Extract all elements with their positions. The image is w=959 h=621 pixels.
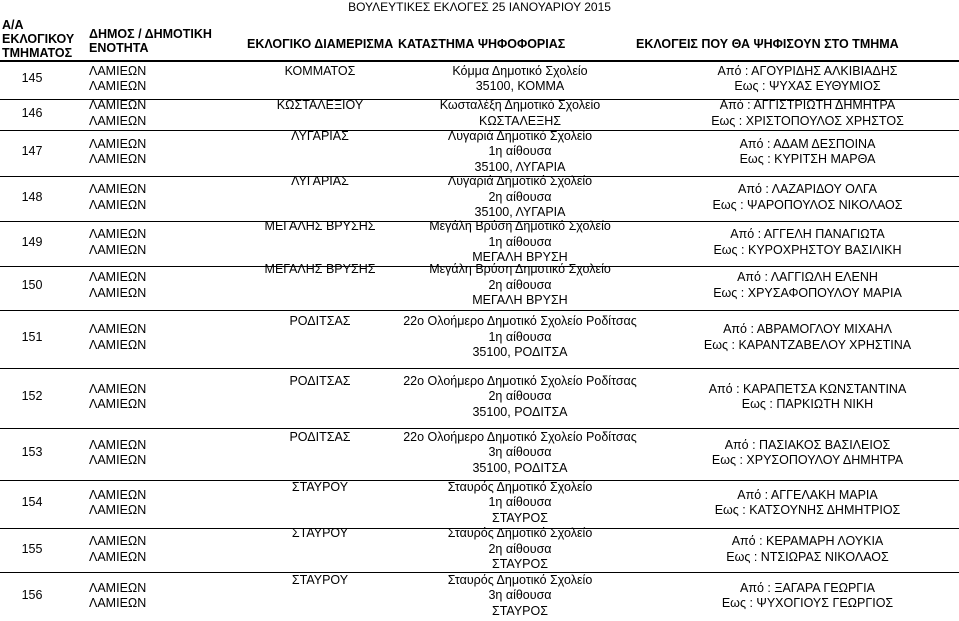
station-cell: Κόμμα Δημοτικό Σχολείο [452, 63, 588, 78]
row-divider [0, 368, 959, 369]
header-number [2, 18, 74, 60]
row-number: 152 [21, 389, 43, 404]
station-cell: ΜΕΓΑΛΗ ΒΡΥΣΗ [472, 293, 568, 308]
station-cell: Λυγαριά Δημοτικό Σχολείο [447, 128, 593, 143]
row-number: 148 [21, 189, 43, 204]
municipality-cell: ΛΑΜΙΕΩΝ [89, 397, 147, 411]
voters-cell: Από : ΑΔΑΜ ΔΕΣΠΟΙΝΑ [739, 136, 876, 151]
voters-cell: Από : ΑΓΓΕΛΗ ΠΑΝΑΓΙΩΤΑ [730, 227, 885, 241]
voters-cell: Εως : ΚΑΡΑΝΤΖΑΒΕΛΟΥ ΧΡΗΣΤΙΝΑ [703, 337, 912, 352]
station-cell: Σταυρός Δημοτικό Σχολείο [447, 479, 593, 494]
station-cell: Λυγαριά Δημοτικό Σχολείο [447, 174, 593, 189]
station-cell: 1η αίθουσα [488, 329, 552, 344]
voters-cell: Εως : ΠΑΡΚΙΩΤΗ ΝΙΚΗ [741, 397, 874, 411]
row-number: 153 [21, 445, 43, 460]
station-cell: Σταυρός Δημοτικό Σχολείο [447, 526, 593, 541]
section-cell: ΣΤΑΥΡΟΥ [291, 572, 349, 587]
municipality-cell: ΛΑΜΙΕΩΝ [89, 152, 147, 166]
municipality-cell: ΛΑΜΙΕΩΝ [89, 337, 147, 352]
header-municipality [89, 27, 212, 55]
station-cell: 1η αίθουσα [488, 144, 552, 159]
section-cell: ΡΟΔΙΤΣΑΣ [289, 429, 351, 444]
header-rule [0, 60, 959, 62]
voters-cell: Εως : ΧΡΙΣΤΟΠΟΥΛΟΣ ΧΡΗΣΤΟΣ [711, 113, 904, 128]
row-number: 146 [21, 105, 43, 120]
voters-cell: Εως : ΧΡΥΣΟΠΟΥΛΟΥ ΔΗΜΗΤΡΑ [711, 453, 904, 467]
station-cell: 22ο Ολοήμερο Δημοτικό Σχολείο Ροδίτσας [403, 373, 637, 388]
voters-cell: Από : ΠΑΣΙΑΚΟΣ ΒΑΣΙΛΕΙΟΣ [724, 437, 891, 452]
header-section: ΕΚΛΟΓΙΚΟ ΔΙΑΜΕΡΙΣΜΑ [247, 37, 394, 51]
row-number: 150 [21, 277, 43, 292]
station-cell: 35100, ΡΟΔΙΤΣΑ [472, 345, 568, 360]
station-cell: Μεγάλη Βρύση Δημοτικό Σχολείο [429, 219, 611, 234]
voters-cell: Εως : ΨΥΧΟΓΙΟΥΣ ΓΕΩΡΓΙΟΣ [721, 596, 894, 610]
voters-cell: Από : ΛΑΖΑΡΙΔΟΥ ΟΛΓΑ [737, 182, 878, 196]
station-cell: 22ο Ολοήμερο Δημοτικό Σχολείο Ροδίτσας [403, 314, 637, 329]
row-number: 145 [21, 71, 43, 86]
municipality-cell: ΛΑΜΙΕΩΝ [89, 98, 147, 112]
header-number-line: ΤΜΗΜΑΤΟΣ [2, 46, 73, 60]
municipality-cell: ΛΑΜΙΕΩΝ [89, 197, 147, 212]
station-cell: 2η αίθουσα [488, 277, 552, 292]
header-voters: ΕΚΛΟΓΕΙΣ ΠΟΥ ΘΑ ΨΗΦΙΣΟΥΝ ΣΤΟ ΤΜΗΜΑ [636, 37, 899, 51]
voters-cell: Από : ΑΒΡΑΜΟΓΛΟΥ ΜΙΧΑΗΛ [723, 322, 892, 336]
municipality-cell: ΛΑΜΙΕΩΝ [89, 534, 147, 548]
municipality-cell: ΛΑΜΙΕΩΝ [89, 503, 147, 517]
row-number: 147 [21, 144, 43, 159]
municipality-cell: ΛΑΜΙΕΩΝ [89, 63, 147, 78]
station-cell: ΣΤΑΥΡΟΣ [492, 557, 548, 572]
municipality-cell: ΛΑΜΙΕΩΝ [89, 285, 147, 300]
header-number-line: ΕΚΛΟΓΙΚΟΥ [2, 32, 75, 46]
municipality-cell: ΛΑΜΙΕΩΝ [89, 580, 147, 595]
municipality-cell: ΛΑΜΙΕΩΝ [89, 113, 147, 128]
station-cell: ΜΕΓΑΛΗ ΒΡΥΣΗ [472, 250, 568, 265]
section-cell: ΜΕΓΑΛΗΣ ΒΡΥΣΗΣ [264, 262, 376, 277]
header-station: ΚΑΤΑΣΤΗΜΑ ΨΗΦΟΦΟΡΙΑΣ [398, 37, 566, 51]
voters-cell: Από : ΛΑΓΓΙΩΛΗ ΕΛΕΝΗ [737, 270, 878, 284]
station-cell: ΣΤΑΥΡΟΣ [492, 510, 548, 525]
station-cell: 2η αίθουσα [488, 189, 552, 204]
station-cell: ΚΩΣΤΑΛΕΞΗΣ [478, 113, 562, 128]
station-cell: 22ο Ολοήμερο Δημοτικό Σχολείο Ροδίτσας [403, 429, 637, 444]
municipality-cell: ΛΑΜΙΕΩΝ [89, 270, 147, 284]
section-cell: ΛΥΓΑΡΙΑΣ [291, 174, 349, 189]
station-cell: 2η αίθουσα [488, 389, 552, 404]
station-cell: Σταυρός Δημοτικό Σχολείο [447, 572, 593, 587]
section-cell: ΣΤΑΥΡΟΥ [291, 526, 349, 541]
municipality-cell: ΛΑΜΙΕΩΝ [89, 381, 147, 396]
municipality-cell: ΛΑΜΙΕΩΝ [89, 136, 147, 151]
row-divider [0, 310, 959, 311]
section-cell: ΚΩΣΤΑΛΕΞΙΟΥ [276, 98, 364, 112]
row-number: 155 [21, 541, 43, 556]
station-cell: Μεγάλη Βρύση Δημοτικό Σχολείο [429, 262, 611, 277]
section-cell: ΣΤΑΥΡΟΥ [291, 479, 349, 494]
municipality-cell: ΛΑΜΙΕΩΝ [89, 79, 147, 93]
voters-cell: Εως : ΚΥΡΟΧΡΗΣΤΟΥ ΒΑΣΙΛΙΚΗ [713, 242, 902, 257]
municipality-cell: ΛΑΜΙΕΩΝ [89, 182, 147, 196]
municipality-cell: ΛΑΜΙΕΩΝ [89, 227, 147, 241]
station-cell: 35100, ΡΟΔΙΤΣΑ [472, 460, 568, 475]
station-cell: Κωσταλέξη Δημοτικό Σχολείο [439, 98, 601, 112]
voters-cell: Από : ΑΓΟΥΡΙΔΗΣ ΑΛΚΙΒΙΑΔΗΣ [717, 63, 898, 78]
row-number: 149 [21, 234, 43, 249]
municipality-cell: ΛΑΜΙΕΩΝ [89, 596, 147, 610]
row-number: 151 [21, 329, 43, 344]
station-cell: ΣΤΑΥΡΟΣ [492, 603, 548, 618]
voters-cell: Από : ΑΓΓΙΣΤΡΙΩΤΗ ΔΗΜΗΤΡΑ [719, 98, 896, 112]
voters-cell: Εως : ΝΤΣΙΩΡΑΣ ΝΙΚΟΛΑΟΣ [726, 549, 889, 564]
voters-cell: Από : ΚΕΡΑΜΑΡΗ ΛΟΥΚΙΑ [731, 534, 884, 548]
voters-cell: Εως : ΧΡΥΣΑΦΟΠΟΥΛΟΥ ΜΑΡΙΑ [713, 285, 902, 300]
voters-cell: Από : ΞΑΓΑΡΑ ΓΕΩΡΓΙΑ [740, 580, 875, 595]
row-number: 156 [21, 588, 43, 603]
voters-cell: Εως : ΚΑΤΣΟΥΝΗΣ ΔΗΜΗΤΡΙΟΣ [714, 503, 901, 517]
document-title: ΒΟΥΛΕΥΤΙΚΕΣ ΕΚΛΟΓΕΣ 25 ΙΑΝΟΥΑΡΙΟΥ 2015 [348, 0, 611, 14]
voters-cell: Εως : ΨΥΧΑΣ ΕΥΘΥΜΙΟΣ [734, 79, 881, 93]
section-cell: ΡΟΔΙΤΣΑΣ [289, 314, 351, 329]
station-cell: 1η αίθουσα [488, 495, 552, 510]
section-cell: ΚΟΜΜΑΤΟΣ [284, 63, 356, 78]
header-municipality-line: ΔΗΜΟΣ / ΔΗΜΟΤΙΚΗ [89, 27, 212, 41]
station-cell: 35100, ΛΥΓΑΡΙΑ [474, 205, 566, 220]
section-cell: ΡΟΔΙΤΣΑΣ [289, 373, 351, 388]
station-cell: 35100, ΚΟΜΜΑ [475, 79, 565, 93]
station-cell: 1η αίθουσα [488, 234, 552, 249]
station-cell: 3η αίθουσα [488, 588, 552, 603]
voters-cell: Από : ΑΓΓΕΛΑΚΗ ΜΑΡΙΑ [737, 487, 878, 502]
row-number: 154 [21, 495, 43, 510]
station-cell: 35100, ΛΥΓΑΡΙΑ [474, 159, 566, 174]
station-cell: 2η αίθουσα [488, 541, 552, 556]
voters-cell: Εως : ΨΑΡΟΠΟΥΛΟΣ ΝΙΚΟΛΑΟΣ [712, 197, 903, 212]
station-cell: 35100, ΡΟΔΙΤΣΑ [472, 404, 568, 419]
header-municipality-line: ΕΝΟΤΗΤΑ [89, 41, 149, 55]
municipality-cell: ΛΑΜΙΕΩΝ [89, 322, 147, 336]
section-cell: ΜΕΓΑΛΗΣ ΒΡΥΣΗΣ [264, 219, 376, 234]
header-number-line: Α/Α [2, 18, 24, 32]
voters-cell: Εως : ΚΥΡΙΤΣΗ ΜΑΡΘΑ [739, 152, 876, 166]
municipality-cell: ΛΑΜΙΕΩΝ [89, 437, 147, 452]
municipality-cell: ΛΑΜΙΕΩΝ [89, 242, 147, 257]
voters-cell: Από : ΚΑΡΑΠΕΤΣΑ ΚΩΝΣΤΑΝΤΙΝΑ [708, 381, 907, 396]
section-cell: ΛΥΓΑΡΙΑΣ [291, 128, 349, 143]
station-cell: 3η αίθουσα [488, 445, 552, 460]
municipality-cell: ΛΑΜΙΕΩΝ [89, 487, 147, 502]
municipality-cell: ΛΑΜΙΕΩΝ [89, 453, 147, 467]
municipality-cell: ΛΑΜΙΕΩΝ [89, 549, 147, 564]
